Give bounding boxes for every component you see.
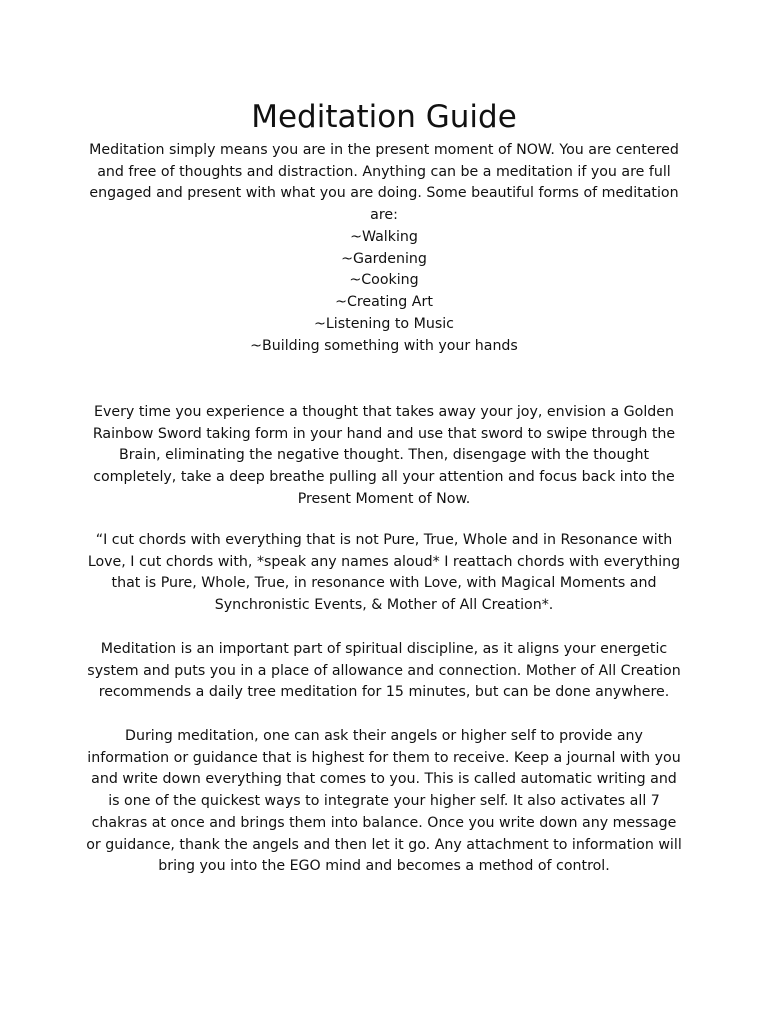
list-item: ~Cooking [349, 272, 419, 289]
during-meditation-paragraph: During meditation, one can ask their angels or higher self to provide any information or guidance that is highest for them to receive. Keep a journal with you and write down everything that comes to you. This is called automatic writing and is one of the quickest ways to integrate your higher self. It also activates all 7 chakras at once and brings them into balance. Once you write down any message or guidance, thank the angels and then let it go. Any attachment to information will bring you into the EGO mind and becomes a method of control. [86, 728, 682, 875]
thought-paragraph: Every time you experience a thought that takes away your joy, envision a Golden Rainbow Sword taking form in your hand and use that sword to swipe through the Brain, eliminating the negative thought. Then, disengage with the thought completely, take a deep breathe pulling all your attention and focus back into the Present Moment of Now. [92, 404, 676, 507]
list-item: ~Listening to Music [314, 315, 454, 332]
list-item: ~Walking [350, 229, 418, 245]
cut-chords-paragraph: “I cut chords with everything that is not Pure, True, Whole and in Resonance with Love, I cut chords with, *speak any names aloud* I reattach chords with everything that is Pure, Whole, True, in resonance with Love, with Magical Moments and Synchronistic Events, & Mother of All Creation*. [87, 532, 681, 614]
intro-paragraph: Meditation simply means you are in the present moment of NOW. You are centered and free of thoughts and distraction. Anything can be a meditation if you are full engaged and present with what you are doing. Some beautiful forms of meditation are: [89, 142, 679, 224]
meditation-forms-list [84, 227, 684, 357]
list-item: ~Building something with your hands [250, 337, 518, 354]
list-item: ~Gardening [341, 250, 427, 267]
discipline-paragraph: Meditation is an important part of spiritual discipline, as it aligns your energetic system and puts you in a place of allowance and connection. Mother of All Creation recommends a daily tree meditation for 15 minutes, but can be done anywhere. [87, 641, 681, 701]
page-title: Meditation Guide [251, 99, 517, 135]
list-item: ~Creating Art [335, 294, 433, 311]
